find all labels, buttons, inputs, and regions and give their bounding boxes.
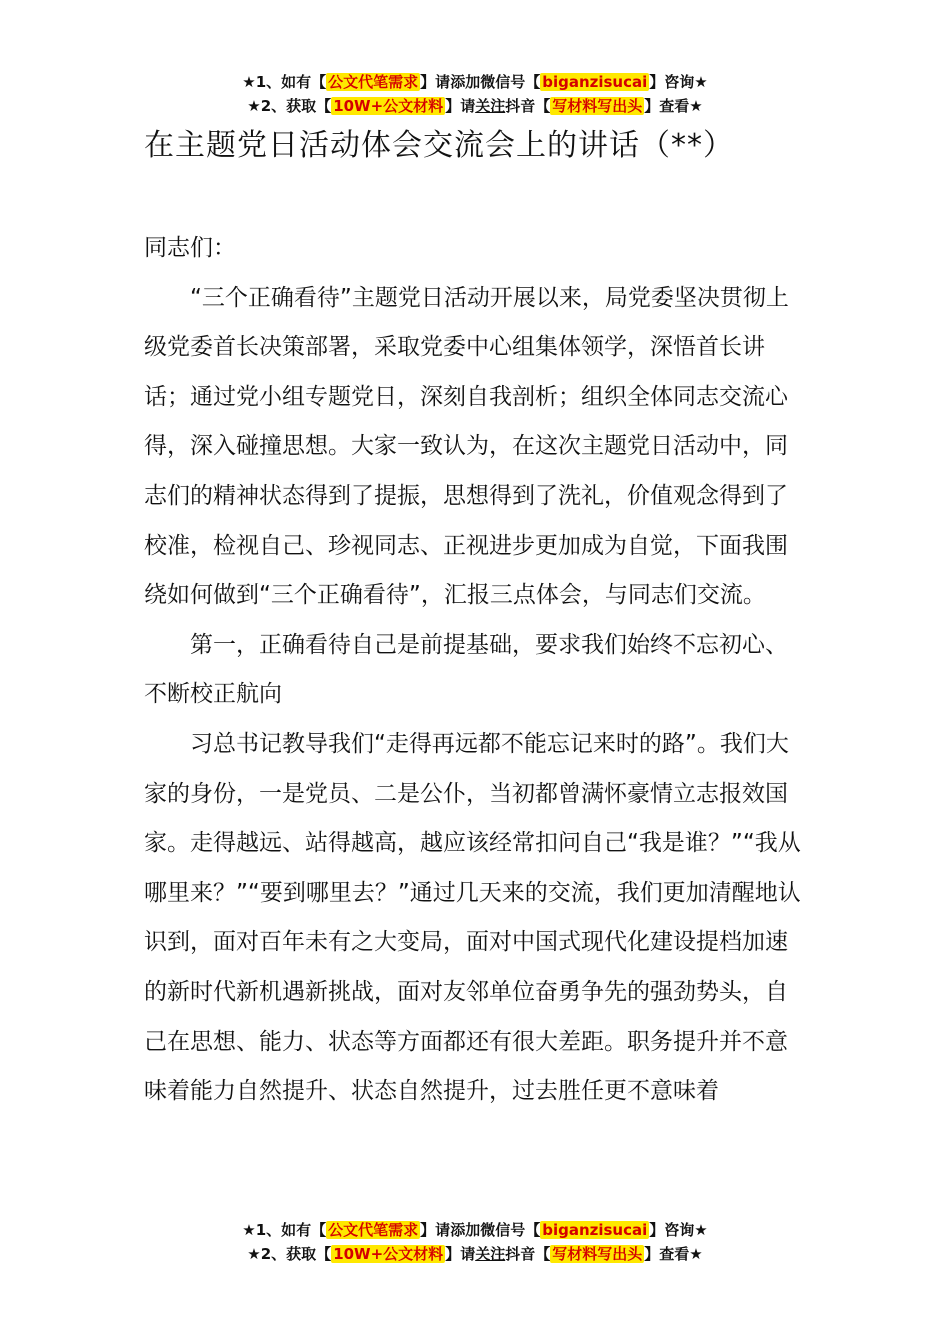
paragraph-intro: “三个正确看待”主题党日活动开展以来，局党委坚决贯彻上级党委首长决策部署，采取党委中心组集体领学，深悟首长讲话；通过党小组专题党日，深刻自我剖析；组织全体同志交流心得，深入碰撞思想。大家一致认为，在这次主题党日活动中，同志们的精神状态得到了提振，思想得到了洗礼，价值观念得到了校准，检视自己、珍视同志、正视进步更加成为自觉，下面我围绕如何做到“三个正确看待”，汇报三点体会，与同志们交流。: [144, 284, 789, 609]
promo-line-1-bottom: ★1、如有【 公文代笔需求 】请添加微信号【 biganzisucai 】咨询★: [242, 1221, 708, 1239]
salutation: 同志们：: [144, 235, 236, 261]
paragraph-section-1: 习总书记教导我们“走得再远都不能忘记来时的路”。我们大家的身份，一是党员、二是公仆，当初都曾满怀豪情立志报效国家。走得越远、站得越高，越应该经常扣问自己“我是谁？”“我从哪里来？”“要到哪里去？”通过几天来的交流，我们更加清醒地认识到，面对百年未有之大变局，面对中国式现代化建设提档加速的新时代新机遇新挑战，面对友邻单位奋勇争先的强劲势头，自己在思想、能力、状态等方面都还有很大差距。职务提升并不意味着能力自然提升、状态自然提升，过去胜任更不意味着: [144, 730, 801, 1105]
highlight-materials: 10W+公文材料: [333, 97, 444, 115]
highlight-douyin-id: 写材料写出头: [552, 97, 643, 115]
promo-line-1: ★1、如有【 公文代笔需求 】请添加微信号【 biganzisucai 】咨询★: [242, 73, 708, 91]
highlight-service: 公文代笔需求: [328, 1221, 419, 1239]
promo-line-2: ★2、获取【 10W+公文材料 】请关注抖音【 写材料写出头 】查看★: [247, 97, 703, 115]
promo-line-2-bottom: ★2、获取【 10W+公文材料 】请关注抖音【 写材料写出头 】查看★: [247, 1245, 703, 1263]
promo-banner-top: [0, 70, 950, 118]
promo-banner-bottom: [0, 1218, 950, 1266]
document-title: 在主题党日活动体会交流会上的讲话（**）: [144, 128, 734, 163]
highlight-service: 公文代笔需求: [328, 73, 419, 91]
highlight-materials: 10W+公文材料: [333, 1245, 444, 1263]
highlight-wechat-id: biganzisucai: [542, 73, 648, 91]
highlight-wechat-id: biganzisucai: [542, 1221, 648, 1239]
document-body: [144, 224, 808, 1117]
highlight-douyin-id: 写材料写出头: [552, 1245, 643, 1263]
section-heading-1: 第一，正确看待自己是前提基础，要求我们始终不忘初心、不断校正航向: [144, 631, 788, 708]
